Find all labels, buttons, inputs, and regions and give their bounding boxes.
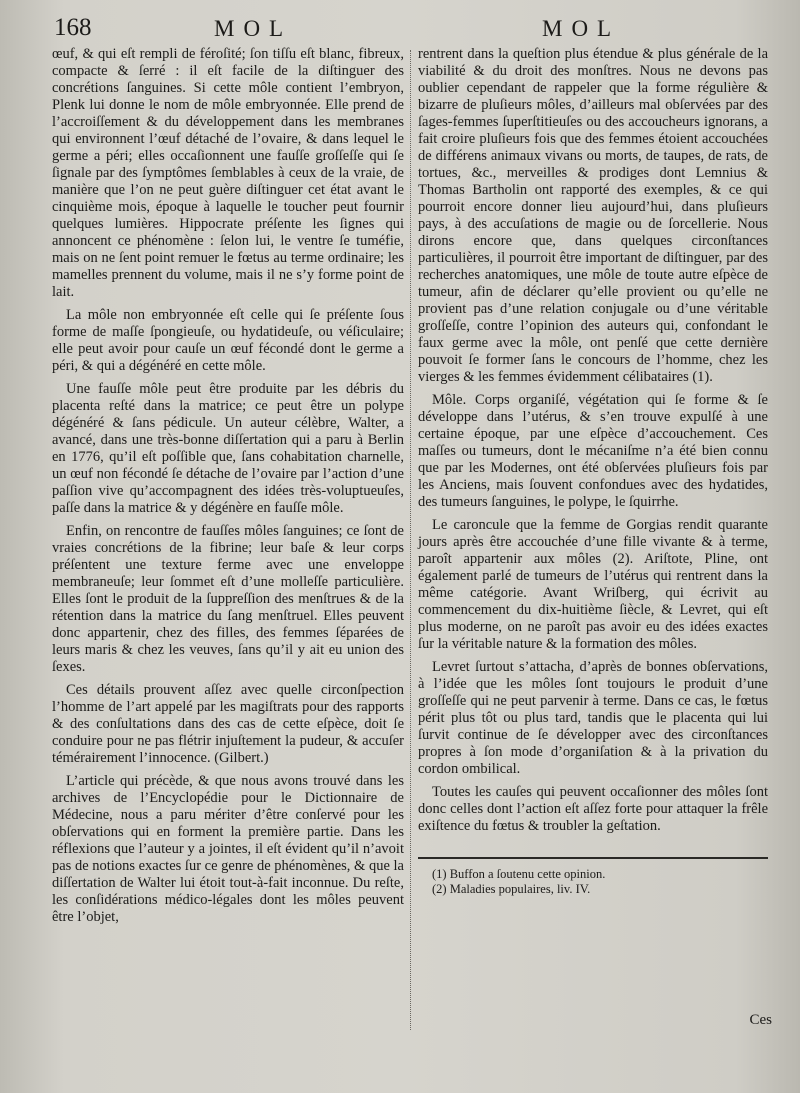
entry-mole: Môle. Corps organiſé, végétation qui ſe forme & ſe développe dans l’utérus, & s’en trouve expulſé à une certaine époque, par une eſpèce d’accouchement. Ces maſſes ou tumeurs, dont le mécaniſme n’a été bien connu que par les Modernes, ont été obſervées pluſieurs fois par les Anciens, mais ſouvent confondues avec des hydatides, des tumeurs ſanguines, le polype, le ſquirrhe. (418, 392, 768, 510)
paragraph: œuf, & qui eſt rempli de féroſité; ſon tiſſu eſt blanc, fibreux, compacte & ſerré : il eſt facile de la diſtinguer des concrétions ſanguines. Si cette môle contient l’embryon, Plenk lui donne le nom de môle embryonnée. Elle prend de l’accroiſſement & du développement dans les membranes qui environnent l’œuf détaché de l’ovaire, & dans lequel le germe a péri; elles occaſionnent une fauſſe groſſeſſe qui ſe ſignale par des ſymptômes ſemblables à ceux de la vraie, de manière que l’on ne peut guère diſtinguer cet état avant le cinquième mois, époque à laquelle le toucher peut fournir quelques lumières. Hippocrate préſente les ſignes qui annoncent ce phénomène : ſelon lui, le ventre ſe tuméfie, mais on ne ſent point remuer le fœtus au terme ordinaire; les mamelles prennent du volume, mais il ne s’y forme point de lait. (52, 46, 404, 300)
paragraph: Toutes les cauſes qui peuvent occaſionner des môles ſont donc celles dont l’action eſt aſſez forte pour attaquer la frêle exiſtence du fœtus & troubler la geſtation. (418, 784, 768, 834)
running-header (54, 14, 778, 44)
catchword: Ces (749, 1012, 772, 1028)
paragraph: L’article qui précède, & que nous avons trouvé dans les archives de l’Encyclopédie pour le Dictionnaire de Médecine, nous a paru mériter d’être conſervé pour les obſervations qui en forment la première partie. Dans les réflexions que l’auteur y a jointes, il eſt évident qu’il n’avoit pas de notions exactes ſur ce genre de phénomènes, & que la diſſertation de Walter lui étoit tout-à-fait inconnue. Du reſte, les conſidérations médico-légales dont les môles peuvent être l’objet, (52, 773, 404, 925)
right-running-head: MOL (542, 16, 621, 41)
paragraph: Une fauſſe môle peut être produite par les débris du placenta reſté dans la matrice; ce peut être un polype dégénéré & ſans pédicule. Un auteur célèbre, Walter, a avancé, dans une très-bonne diſſertation qui a paru à Berlin en 1776, qu’il eſt poſſible que, ſans cohabitation charnelle, un œuf non fécondé ſe détache de l’ovaire par l’action d’une paſſion vive qu’accompagnent des idées très-voluptueuſes, paſſe dans la matrice & y dégénère en fauſſe môle. (52, 381, 404, 516)
paragraph: La môle non embryonnée eſt celle qui ſe préſente ſous forme de maſſe ſpongieuſe, ou hydatideuſe, ou véſiculaire; elle peut avoir pour cauſe un œuf fécondé dont le germe a péri, & qui a dégénéré en cette môle. (52, 307, 404, 374)
right-column (418, 46, 768, 897)
footnote: (1) Buffon a ſoutenu cette opinion. (432, 867, 606, 881)
left-column (52, 46, 404, 926)
column-divider (410, 50, 411, 1030)
paragraph: Le caroncule que la femme de Gorgias rendit quarante jours après être accouchée d’une fille vivante & à terme, paroît appartenir aux môles (2). Ariſtote, Pline, ont également parlé de tumeurs de l’utérus qui rentrent dans la même catégorie. Avant Wriſberg, qui écrivit au commencement du dix-huitième ſiècle, & Levret, qui eſt plus moderne, on ne paroît pas avoir eu des idées exactes ſur la véritable nature & la formation des môles. (418, 517, 768, 652)
footnote-rule (418, 857, 768, 859)
paragraph: rentrent dans la queſtion plus étendue & plus générale de la viabilité & du droit des monſtres. Nous ne devons pas oublier cependant de rappeler que la forme régulière & bizarre de pluſieurs môles, d’ailleurs mal obſervées par des ſages-femmes ſuperſtitieuſes ou des accoucheurs ignorans, a fait croire pluſieurs fois que des femmes étoient accouchées de différens animaux vivans ou morts, de taupes, de rats, de tortues, &c., merveilles & prodiges dont Lemnius & Thomas Bartholin ont rapporté des exemples, & ce qui pourroit encore donner lieu aujourd’hui, dans pluſieurs pays, à des accuſations de magie ou de ſorcellerie. Nous dirons encore que, dans quelques circonſtances particulières, il pourroit être important de diſtinguer, par des recherches anatomiques, une môle de toute autre eſpèce de tumeur, afin de déclarer qu’elle provient ou qu’elle ne provient pas d’une relation conjugale ou d’une véritable groſſeſſe, contre l’opinion des auteurs qui, confondant le faux germe avec la môle, ont penſé que cette dernière pouvoit ſe former ſans le concours de l’homme, chez les vierges & les femmes évidemment célibataires (1). (418, 46, 768, 385)
left-running-head: MOL (214, 16, 293, 41)
footnote: (2) Maladies populaires, liv. IV. (432, 882, 591, 896)
paragraph: Ces détails prouvent aſſez avec quelle circonſpection l’homme de l’art appelé par les magiſtrats pour des rapports & des conſultations dans des cas de cette eſpèce, doit ſe conduire pour ne pas flétrir injuſtement la pudeur, & accuſer témérairement l’innocence. (Gilbert.) (52, 682, 404, 766)
paragraph: Levret ſurtout s’attacha, d’après de bonnes obſervations, à l’idée que les môles ſont toujours le produit d’une groſſeſſe qui ne peut parvenir à terme. Dans ce cas, le fœtus périt plus tôt ou plus tard, tandis que le placenta qui lui ſurvit continue de ſe développer avec des circonſtances propres à ſon mode d’organiſation & à la privation du cordon ombilical. (418, 659, 768, 777)
paragraph: Enfin, on rencontre de fauſſes môles ſanguines; ce ſont de vraies concrétions de la fibrine; leur baſe & leur corps préſentent une texture ferme avec une enveloppe membraneuſe; leur ſommet eſt d’une molleſſe particulière. Elles ſont le produit de la ſuppreſſion des menſtrues & de la rétention dans la matrice du ſang menſtruel. Elles peuvent donc appartenir, chez des filles, des femmes ſéparées de leurs maris & chez les veuves, ſans qu’il y ait eu union des ſexes. (52, 523, 404, 675)
page-number: 168 (54, 14, 92, 41)
